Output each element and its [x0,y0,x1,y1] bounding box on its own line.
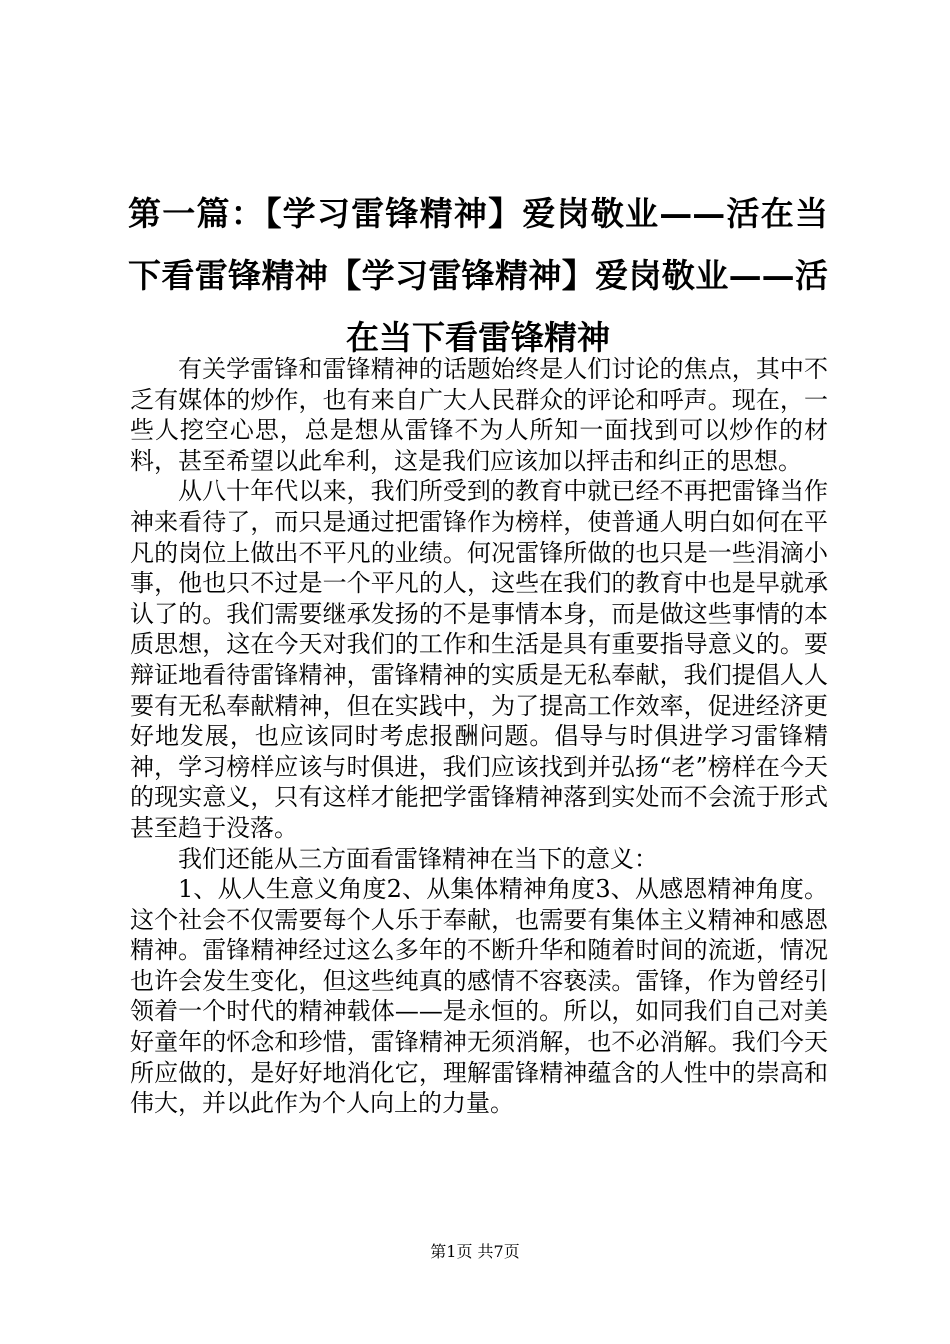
paragraph-2: 从八十年代以来，我们所受到的教育中就已经不再把雷锋当作神来看待了，而只是通过把雷锋作为榜样，使普通人明白如何在平凡的岗位上做出不平凡的业绩。何况雷锋所做的也只是一些涓滴小事，他也只不过是一个平凡的人，这些在我们的教育中也是早就承认了的。我们需要继承发扬的不是事情本身，而是做这些事情的本质思想，这在今天对我们的工作和生活是具有重要指导意义的。要辩证地看待雷锋精神，雷锋精神的实质是无私奉献，我们提倡人人要有无私奉献精神，但在实践中，为了提高工作效率，促进经济更好地发展，也应该同时考虑报酬问题。倡导与时俱进学习雷锋精神，学习榜样应该与时俱进，我们应该找到并弘扬“老”榜样在今天的现实意义，只有这样才能把学雷锋精神落到实处而不会流于形式甚至趋于没落。 [130,477,828,842]
page-footer: 第1页 共7页 [430,1242,520,1261]
paragraph-3: 我们还能从三方面看雷锋精神在当下的意义： [178,844,658,873]
paragraph-4: 1、从人生意义角度2、从集体精神角度3、从感恩精神角度。这个社会不仅需要每个人乐于奉献，也需要有集体主义精神和感恩精神。雷锋精神经过这么多年的不断升华和随着时间的流逝，情况也许会发生变化，但这些纯真的感情不容亵渎。雷锋，作为曾经引领着一个时代的精神载体——是永恒的。所以，如同我们自己对美好童年的怀念和珍惜，雷锋精神无须消解，也不必消解。我们今天所应做的，是好好地消化它，理解雷锋精神蕴含的人性中的崇高和伟大，并以此作为个人向上的力量。 [130,875,828,1118]
document-title: 第一篇：【学习雷锋精神】爱岗敬业——活在当下看雷锋精神【学习雷锋精神】爱岗敬业——活在当下看雷锋精神 [128,194,828,357]
document-body [130,354,828,1119]
paragraph-1: 有关学雷锋和雷锋精神的话题始终是人们讨论的焦点，其中不乏有媒体的炒作，也有来自广大人民群众的评论和呼声。现在，一些人挖空心思，总是想从雷锋不为人所知一面找到可以炒作的材料，甚至希望以此牟利，这是我们应该加以抨击和纠正的思想。 [130,355,828,475]
